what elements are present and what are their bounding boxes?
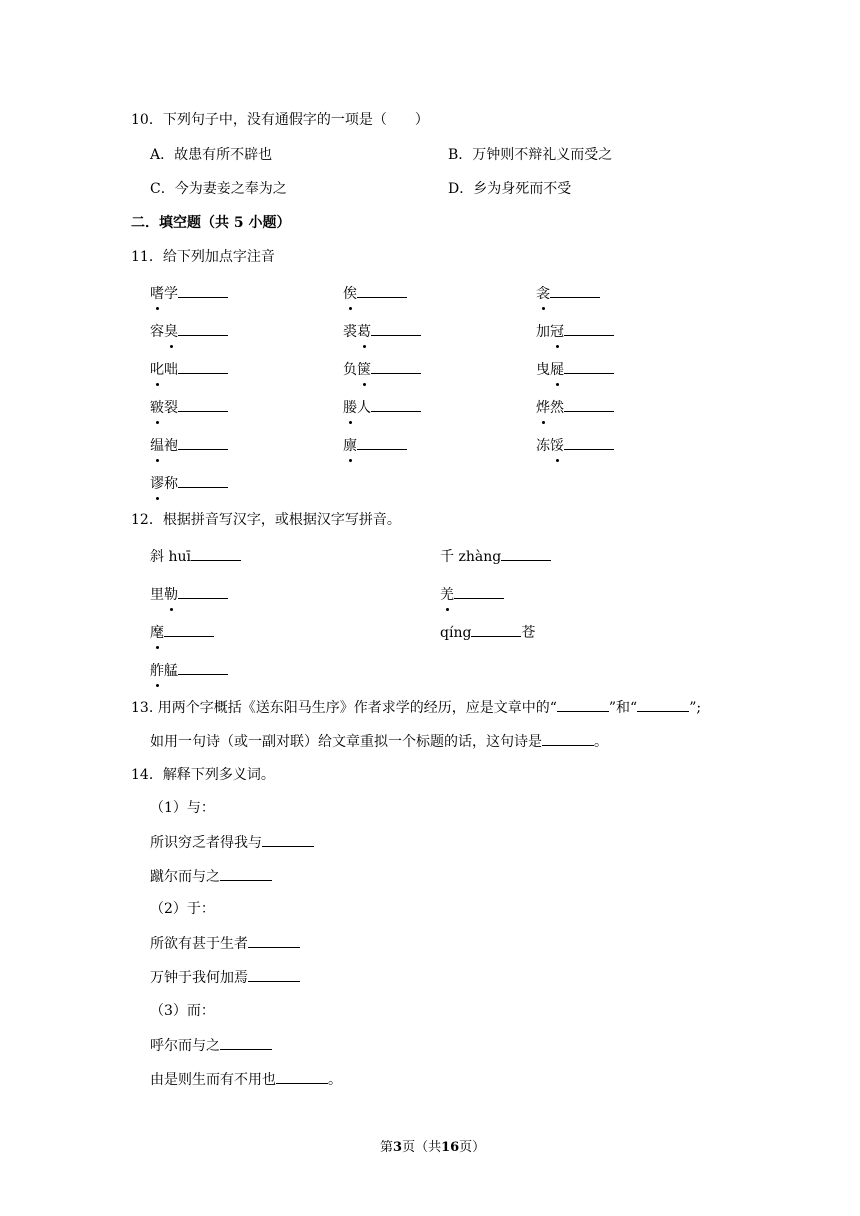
answer-blank[interactable]	[542, 731, 594, 746]
answer-blank[interactable]	[248, 967, 300, 982]
phonetic-item	[536, 283, 600, 304]
answer-blank[interactable]	[191, 546, 241, 561]
dotted-char: 廪	[343, 438, 357, 454]
total-pages: 16	[441, 1140, 460, 1155]
answer-blank[interactable]	[357, 435, 407, 450]
dotted-char: 嗜	[150, 286, 164, 302]
answer-blank[interactable]	[178, 473, 228, 488]
phonetic-item	[150, 321, 228, 342]
dotted-char: 皲	[150, 400, 164, 416]
phonetic-item	[150, 622, 214, 643]
answer-blank[interactable]	[178, 584, 228, 599]
answer-blank[interactable]	[220, 1035, 272, 1050]
q10-option-b: B．万钟则不辩礼义而受之	[448, 147, 613, 163]
answer-blank[interactable]	[564, 321, 614, 336]
item-text: 冻	[536, 438, 550, 454]
dotted-char: 勒	[164, 587, 178, 603]
answer-blank[interactable]	[178, 359, 228, 374]
phonetic-item	[150, 397, 228, 418]
q10-option-d: D．乡为身死而不受	[448, 181, 572, 197]
phonetic-item	[150, 473, 228, 494]
item-text: 容	[150, 324, 164, 340]
item-text: 裂	[164, 400, 178, 416]
phonetic-item	[343, 321, 421, 342]
q13-line1	[131, 697, 701, 718]
q13-text-c: ”;	[689, 700, 702, 716]
q14-text: 所识穷乏者得我与	[150, 835, 262, 851]
dotted-char: 谬	[150, 476, 164, 492]
dotted-char: 媵	[343, 400, 357, 416]
dotted-char: 羌	[440, 587, 454, 603]
item-text: 斜 huī	[150, 549, 191, 565]
dotted-char: 屣	[550, 362, 564, 378]
q14-sub2: （2）于：	[150, 901, 215, 917]
dotted-char: 叱	[150, 362, 164, 378]
q12-stem: 12．根据拼音写汉字，或根据汉字写拼音。	[131, 512, 401, 528]
q14-text: 万钟于我何加焉	[150, 970, 248, 986]
item-text: 人	[357, 400, 371, 416]
dotted-char: 臭	[164, 324, 178, 340]
item-text: 裘	[343, 324, 357, 340]
footer-text: 页（共	[402, 1140, 442, 1155]
q13-text-b: ”和“	[608, 700, 638, 716]
phonetic-item	[150, 435, 228, 456]
q14-item	[150, 967, 300, 988]
phonetic-item	[150, 546, 241, 567]
phonetic-item	[343, 359, 421, 380]
q13-text-a: 13. 用两个字概括《送东阳马生序》作者求学的经历，应是文章中的“	[131, 700, 557, 716]
answer-blank[interactable]	[471, 622, 521, 637]
phonetic-item	[343, 283, 407, 304]
answer-blank[interactable]	[164, 622, 214, 637]
item-text: 负	[343, 362, 357, 378]
answer-blank[interactable]	[564, 435, 614, 450]
q10-option-c: C．今为妻妾之奉为之	[150, 181, 287, 197]
q13-line2	[150, 731, 608, 752]
q14-item	[150, 1069, 342, 1090]
phonetic-item	[150, 283, 228, 304]
answer-blank[interactable]	[564, 359, 614, 374]
q14-stem: 14．解释下列多义词。	[131, 767, 275, 783]
phonetic-item	[150, 359, 228, 380]
section-title: 二．填空题（共 5 小题）	[131, 215, 291, 231]
q14-text: 蹴尔而与之	[150, 869, 220, 885]
q10-option-a: A．故患有所不辟也	[150, 147, 273, 163]
phonetic-item	[440, 622, 535, 643]
answer-blank[interactable]	[248, 933, 300, 948]
q11-stem: 11．给下列加点字注音	[131, 249, 275, 265]
answer-blank[interactable]	[262, 832, 314, 847]
q14-item	[150, 866, 272, 887]
answer-blank[interactable]	[550, 283, 600, 298]
q14-item	[150, 933, 300, 954]
dotted-char: 烨	[536, 400, 550, 416]
item-text: 称	[164, 476, 178, 492]
phonetic-item	[536, 359, 614, 380]
page-number: 3	[393, 1140, 403, 1155]
answer-blank[interactable]	[564, 397, 614, 412]
item-text: 加	[536, 324, 550, 340]
answer-blank[interactable]	[557, 697, 609, 712]
dotted-char: 舴	[150, 663, 164, 679]
answer-blank[interactable]	[501, 546, 551, 561]
q14-text: 由是则生而有不用也	[150, 1072, 276, 1088]
item-text: 千 zhàng	[440, 549, 502, 565]
q10-stem: 10．下列句子中，没有通假字的一项是（ ）	[131, 112, 429, 128]
item-text: 袍	[164, 438, 178, 454]
item-text: 学	[164, 286, 178, 302]
item-text: 曳	[536, 362, 550, 378]
q13-text-e: 。	[594, 734, 608, 750]
answer-blank[interactable]	[454, 584, 504, 599]
dotted-char: 俟	[343, 286, 357, 302]
answer-blank[interactable]	[178, 435, 228, 450]
phonetic-item	[536, 397, 614, 418]
answer-blank[interactable]	[178, 321, 228, 336]
answer-blank[interactable]	[371, 359, 421, 374]
phonetic-item	[536, 435, 614, 456]
footer-text: 页）	[459, 1140, 486, 1155]
q14-sub3: （3）而：	[150, 1003, 215, 1019]
phonetic-item	[343, 435, 407, 456]
dotted-char: 冠	[550, 324, 564, 340]
dotted-char: 馁	[550, 438, 564, 454]
q14-item	[150, 832, 314, 853]
answer-blank[interactable]	[371, 321, 421, 336]
answer-blank[interactable]	[178, 397, 228, 412]
footer-text: 第	[380, 1140, 394, 1155]
answer-blank[interactable]	[357, 283, 407, 298]
answer-blank[interactable]	[371, 397, 421, 412]
phonetic-item	[150, 584, 228, 605]
dotted-char: 衾	[536, 286, 550, 302]
item-text: qíng	[440, 625, 472, 641]
q14-text: 。	[328, 1072, 342, 1088]
item-text: 苍	[521, 625, 536, 641]
item-text: 里	[150, 587, 164, 603]
q14-sub1: （1）与：	[150, 800, 215, 816]
phonetic-item	[150, 660, 228, 681]
q14-item	[150, 1035, 272, 1056]
q13-text-d: 如用一句诗（或一副对联）给文章重拟一个标题的话，这句诗是	[150, 734, 542, 750]
item-text: 咄	[164, 362, 178, 378]
answer-blank[interactable]	[178, 660, 228, 675]
phonetic-item	[440, 546, 551, 567]
phonetic-item	[343, 397, 421, 418]
item-text: 艋	[164, 663, 178, 679]
dotted-char: 箧	[357, 362, 371, 378]
phonetic-item	[440, 584, 504, 605]
answer-blank[interactable]	[220, 866, 272, 881]
dotted-char: 麾	[150, 625, 164, 641]
answer-blank[interactable]	[637, 697, 689, 712]
page-footer	[380, 1138, 485, 1158]
dotted-char: 葛	[357, 324, 371, 340]
q14-text: 呼尔而与之	[150, 1038, 220, 1054]
answer-blank[interactable]	[178, 283, 228, 298]
dotted-char: 缊	[150, 438, 164, 454]
phonetic-item	[536, 321, 614, 342]
item-text: 然	[550, 400, 564, 416]
q14-text: 所欲有甚于生者	[150, 936, 248, 952]
answer-blank[interactable]	[276, 1069, 328, 1084]
